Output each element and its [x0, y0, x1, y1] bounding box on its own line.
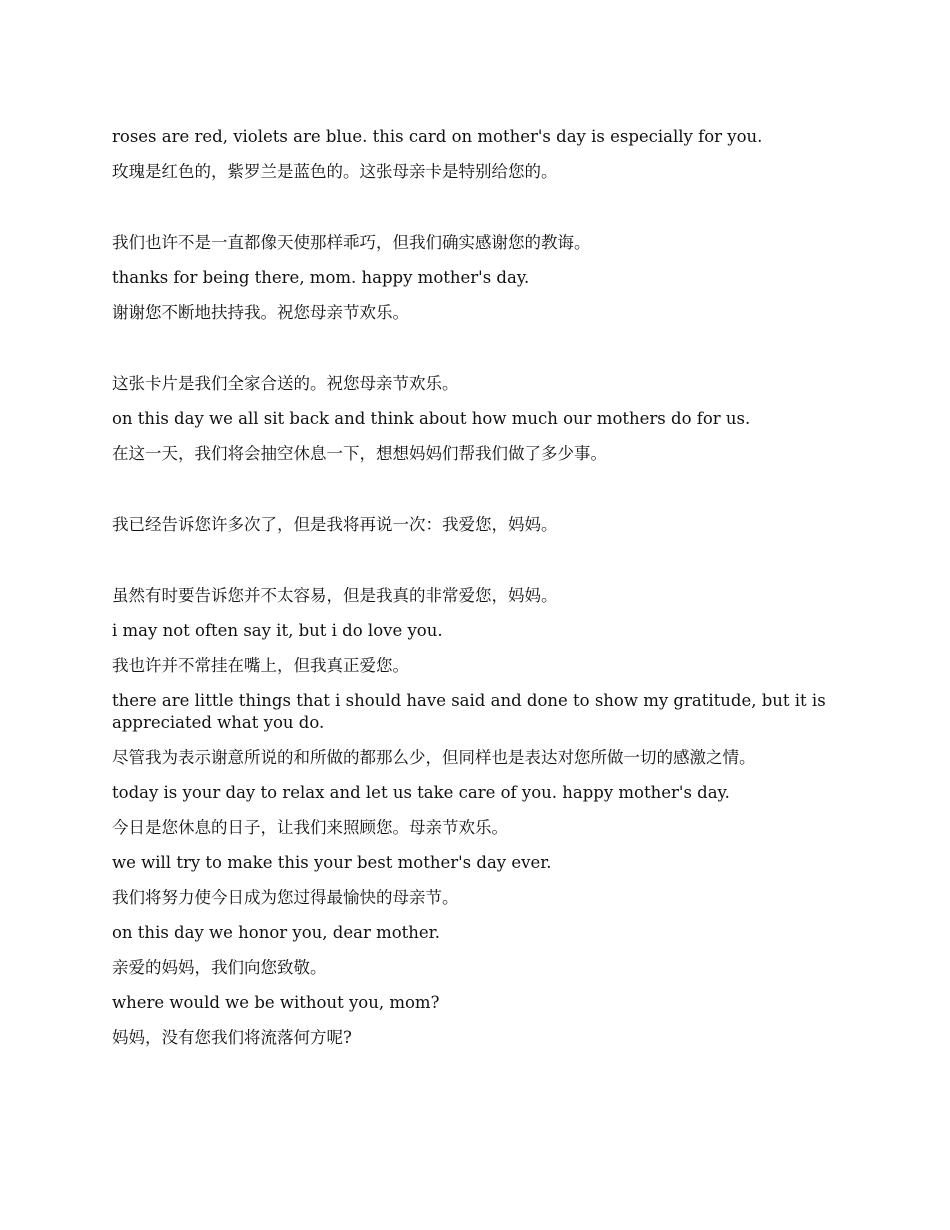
text-line-zh: 尽管我为表示谢意所说的和所做的都那么少，但同样也是表达对您所做一切的感激之情。: [112, 748, 756, 767]
text-line-zh: 我也许并不常挂在嘴上，但我真正爱您。: [112, 656, 409, 675]
text-line-zh: 这张卡片是我们全家合送的。祝您母亲节欢乐。: [112, 374, 459, 393]
text-line-en: there are little things that i should have said and done to show my gratitude, but it is appreciated what you do.: [112, 691, 826, 732]
text-line-en: on this day we all sit back and think about how much our mothers do for us.: [112, 409, 751, 428]
text-line-en: thanks for being there, mom. happy mother's day.: [112, 268, 530, 287]
text-line-zh: 妈妈，没有您我们将流落何方呢?: [112, 1028, 352, 1047]
text-line-zh: 虽然有时要告诉您并不太容易，但是我真的非常爱您，妈妈。: [112, 586, 558, 605]
text-line-en: on this day we honor you, dear mother.: [112, 923, 440, 942]
text-line-zh: 谢谢您不断地扶持我。祝您母亲节欢乐。: [112, 303, 409, 322]
text-line-en: roses are red, violets are blue. this card on mother's day is especially for you.: [112, 127, 763, 146]
document-body: [112, 126, 842, 1062]
text-line-zh: 玫瑰是红色的，紫罗兰是蓝色的。这张母亲卡是特别给您的。: [112, 162, 558, 181]
text-line-zh: 亲爱的妈妈，我们向您致敬。: [112, 958, 327, 977]
text-line-zh: 我们将努力使今日成为您过得最愉快的母亲节。: [112, 888, 459, 907]
text-line-zh: 我们也许不是一直都像天使那样乖巧，但我们确实感谢您的教诲。: [112, 233, 591, 252]
text-line-en: we will try to make this your best mother's day ever.: [112, 853, 552, 872]
text-line-zh: 在这一天，我们将会抽空休息一下，想想妈妈们帮我们做了多少事。: [112, 444, 607, 463]
text-line-en: today is your day to relax and let us take care of you. happy mother's day.: [112, 783, 730, 802]
text-line-zh: 今日是您休息的日子，让我们来照顾您。母亲节欢乐。: [112, 818, 508, 837]
text-line-en: i may not often say it, but i do love you.: [112, 621, 443, 640]
text-line-zh: 我已经告诉您许多次了，但是我将再说一次：我爱您，妈妈。: [112, 515, 558, 534]
text-line-en: where would we be without you, mom?: [112, 993, 440, 1012]
